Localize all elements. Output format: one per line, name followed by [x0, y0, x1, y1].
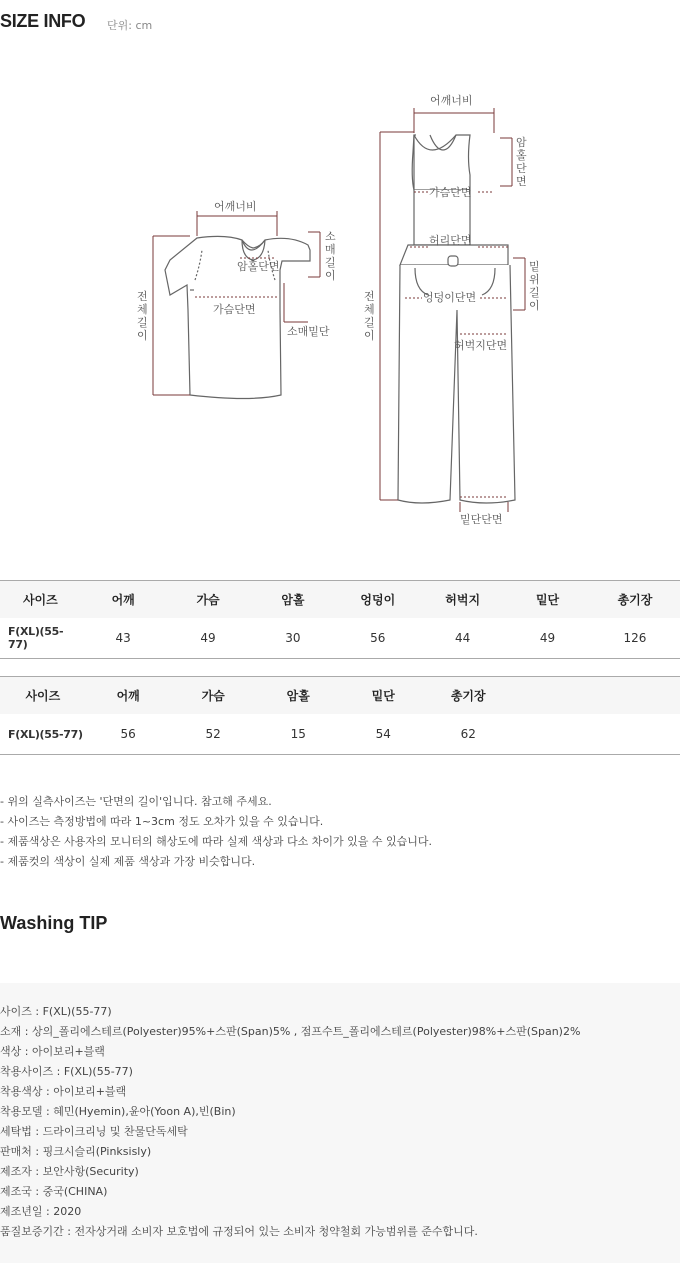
svg-text:암: 암: [516, 136, 527, 149]
jumpsuit-size-table: [0, 580, 680, 659]
info-line: 착용모델 : 혜민(Hyemin),윤아(Yoon A),빈(Bin): [0, 1105, 236, 1118]
note-line: - 사이즈는 측정방법에 따라 1~3cm 정도 오차가 있을 수 있습니다.: [0, 815, 324, 828]
tshirt-total-length-label: [137, 289, 148, 342]
svg-text:소: 소: [325, 230, 336, 243]
header-cell: 총기장: [590, 581, 680, 619]
table-cell: 52: [171, 714, 256, 755]
tshirt-chest-label: 가슴단면: [213, 303, 256, 316]
table-cell: [511, 714, 596, 755]
svg-text:이: 이: [325, 269, 336, 282]
header-cell: 암홀: [256, 677, 341, 715]
info-line: 색상 : 아이보리+블랙: [0, 1045, 105, 1058]
table-cell: 44: [420, 618, 505, 659]
note-line: - 제품컷의 색상이 실제 제품 색상과 가장 비슷합니다.: [0, 855, 256, 868]
jumpsuit-hip-label: 엉덩이단면: [423, 291, 477, 304]
top-size-table: [0, 676, 680, 755]
info-line: 착용색상 : 아이보리+블랙: [0, 1085, 127, 1098]
table-header-row: [0, 677, 680, 715]
table-cell: 62: [426, 714, 511, 755]
svg-text:길: 길: [529, 286, 540, 299]
svg-text:전: 전: [137, 290, 148, 303]
header-cell: 총기장: [426, 677, 511, 715]
tshirt-armhole-label: 암홀단면: [237, 260, 280, 273]
table-header-row: [0, 581, 680, 619]
svg-text:길: 길: [137, 316, 148, 329]
jumpsuit-armhole-label: [516, 135, 527, 188]
tshirt-sleeve-hem-label: 소매밑단: [287, 325, 330, 338]
size-diagram: [130, 90, 550, 540]
header-cell: 암홀: [250, 581, 335, 619]
svg-text:밑: 밑: [529, 260, 540, 273]
info-line: 판매처 : 핑크시슬리(Pinksisly): [0, 1145, 152, 1158]
info-line: 소재 : 상의_폴리에스테르(Polyester)95%+스판(Span)5% , 점프수트_폴리에스테르(Polyester)98%+스판(Span)2%: [0, 1025, 581, 1038]
svg-text:단: 단: [516, 162, 527, 175]
svg-text:위: 위: [529, 273, 540, 286]
info-line: 제조년일 : 2020: [0, 1205, 82, 1218]
table-cell: [595, 714, 680, 755]
header-cell: 가슴: [166, 581, 251, 619]
table-cell: F(XL)(55-77): [0, 618, 81, 659]
note-line: - 위의 실측사이즈는 '단면의 길이'입니다. 참고해 주세요.: [0, 795, 272, 808]
header-cell: 가슴: [171, 677, 256, 715]
header-cell: 어깨: [86, 677, 171, 715]
svg-text:체: 체: [137, 303, 148, 316]
header-cell: 어깨: [81, 581, 166, 619]
tshirt-sleeve-length-label: [325, 230, 336, 282]
info-line: 착용사이즈 : F(XL)(55-77): [0, 1065, 133, 1078]
info-line: 품질보증기간 : 전자상거래 소비자 보호법에 규정되어 있는 소비자 청약철회 가능범위를 준수합니다.: [0, 1225, 478, 1238]
svg-text:이: 이: [364, 329, 375, 342]
jumpsuit-chest-label: 가슴단면: [429, 186, 472, 199]
svg-text:면: 면: [516, 175, 527, 188]
table-cell: 49: [166, 618, 251, 659]
svg-text:길: 길: [364, 316, 375, 329]
size-notes: [0, 792, 432, 872]
svg-text:전: 전: [364, 290, 375, 303]
header-cell: [595, 677, 680, 715]
unit-label: 단위: cm: [107, 19, 153, 32]
jumpsuit-waist-label: 허리단면: [429, 234, 472, 247]
table-cell: 126: [590, 618, 680, 659]
table-cell: 30: [250, 618, 335, 659]
product-info-list: [0, 1002, 580, 1242]
table-cell: 15: [256, 714, 341, 755]
table-cell: 54: [341, 714, 426, 755]
jumpsuit-total-length-label: [364, 289, 375, 342]
header-cell: 허벅지: [420, 581, 505, 619]
table-cell: 49: [505, 618, 590, 659]
svg-text:이: 이: [529, 299, 540, 312]
info-line: 제조자 : 보안사항(Security): [0, 1165, 139, 1178]
info-line: 사이즈 : F(XL)(55-77): [0, 1005, 112, 1018]
tshirt-shoulder-label: 어깨너비: [214, 200, 257, 213]
header-cell: 밑단: [341, 677, 426, 715]
table-row: [0, 714, 680, 755]
header-cell: [511, 677, 596, 715]
info-line: 제조국 : 중국(CHINA): [0, 1185, 108, 1198]
washing-tip-title: Washing TIP: [0, 913, 108, 933]
info-line: 세탁법 : 드라이크리닝 및 찬물단독세탁: [0, 1125, 188, 1138]
note-line: - 제품색상은 사용자의 모니터의 해상도에 따라 실제 색상과 다소 차이가 있을 수 있습니다.: [0, 835, 432, 848]
header-cell: 사이즈: [0, 677, 86, 715]
jumpsuit-rise-label: [529, 259, 540, 312]
table-cell: 56: [86, 714, 171, 755]
svg-text:홀: 홀: [516, 149, 527, 162]
header-cell: 사이즈: [0, 581, 81, 619]
header-cell: 밑단: [505, 581, 590, 619]
header-cell: 엉덩이: [335, 581, 420, 619]
table-cell: 56: [335, 618, 420, 659]
svg-text:매: 매: [325, 243, 336, 256]
svg-text:체: 체: [364, 303, 375, 316]
jumpsuit-shoulder-label: 어깨너비: [430, 94, 473, 107]
size-info-title: SIZE INFO: [0, 11, 86, 31]
svg-text:이: 이: [137, 329, 148, 342]
jumpsuit-hem-label: 밑단단면: [460, 513, 503, 526]
svg-text:길: 길: [325, 256, 336, 269]
table-row: [0, 618, 680, 659]
table-cell: 43: [81, 618, 166, 659]
table-cell: F(XL)(55-77): [0, 714, 86, 755]
jumpsuit-thigh-label: 허벅지단면: [454, 339, 508, 352]
